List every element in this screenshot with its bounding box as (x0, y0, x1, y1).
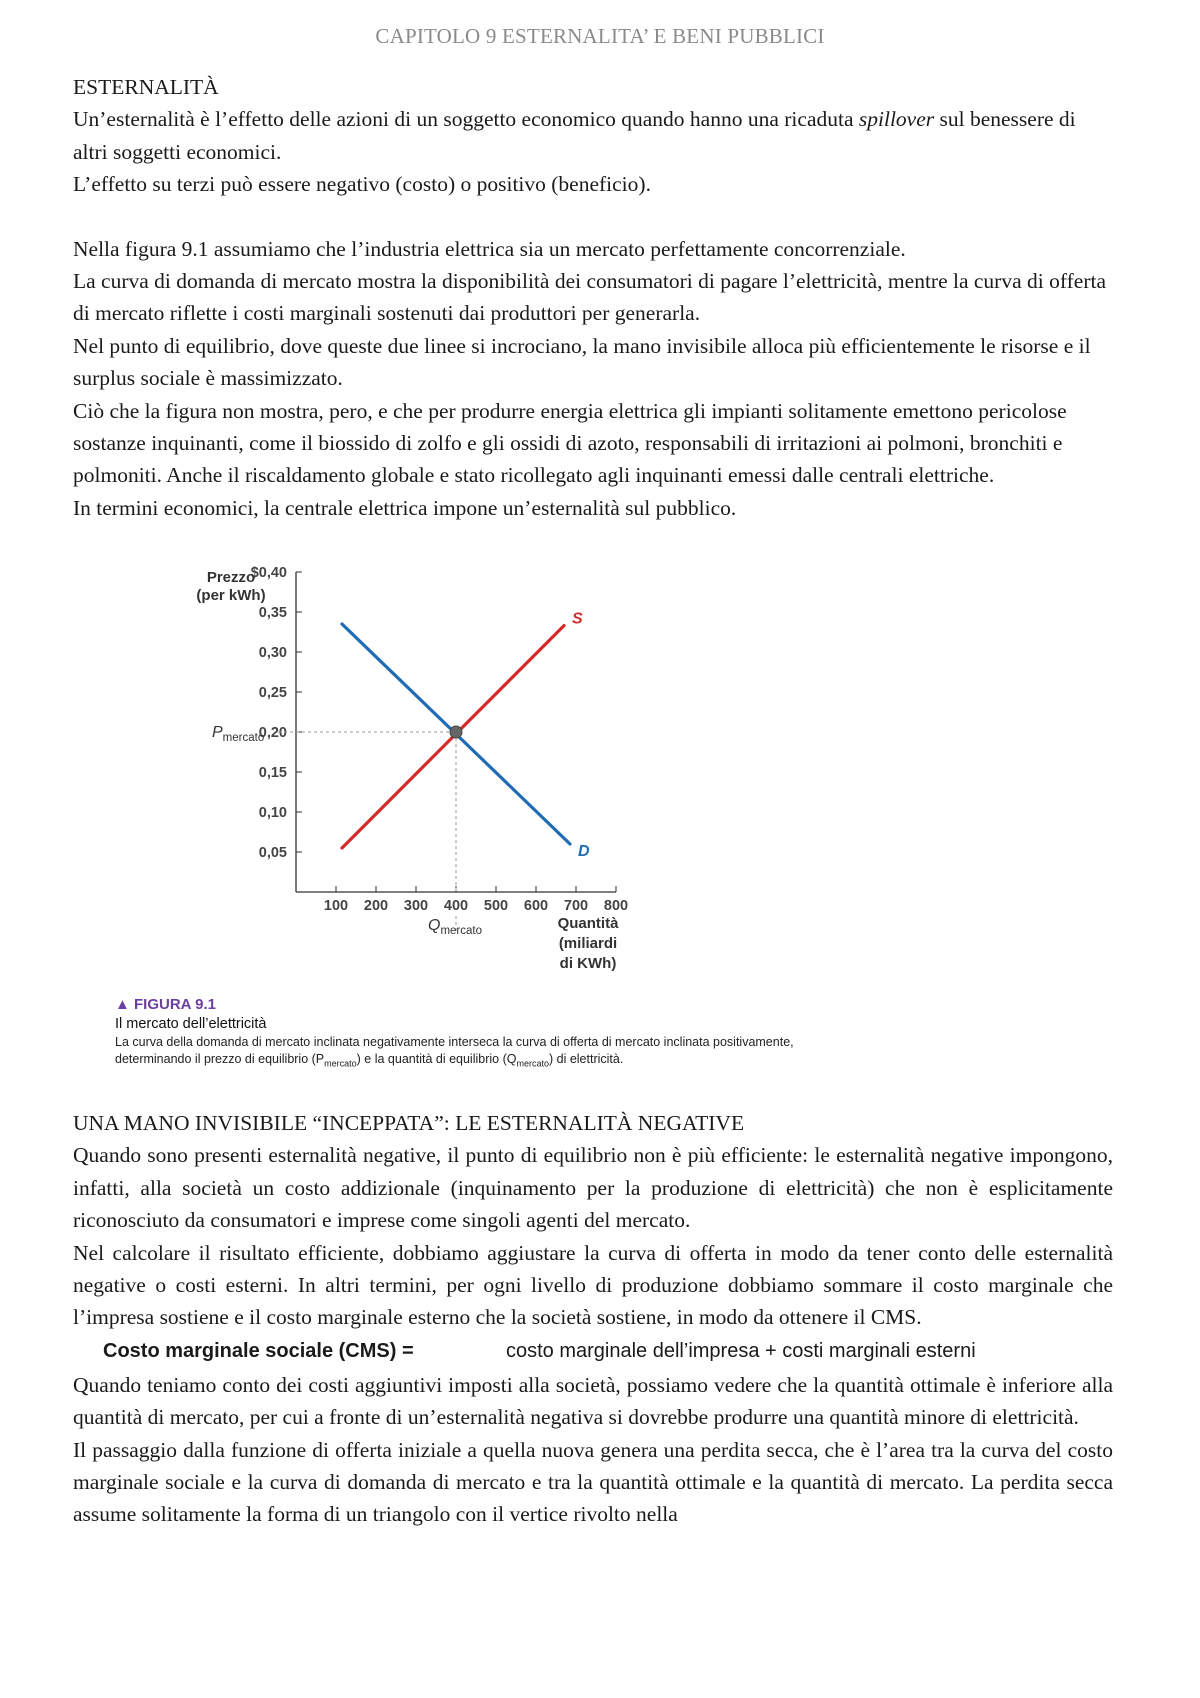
paragraph-effect: L’effetto su terzi può essere negativo (costo) o positivo (beneficio). (73, 172, 651, 197)
definition-paragraph (73, 103, 1113, 168)
caption-text-b: ) e la quantità di equilibrio (Q (356, 1052, 517, 1066)
paragraph-optimal-quantity: Quando teniamo conto dei costi aggiuntivi imposti alla società, possiamo vedere che la quantità ottimale è inferiore alla quantità di mercato, per cui a fronte di un’esternalità negativa si dovrebbe produrre una quantità minore di elettricità. (73, 1372, 1113, 1430)
y-tick-label: 0,15 (258, 765, 287, 781)
section-negative-externalities (73, 1107, 1113, 1531)
x-tick-label: 500 (483, 898, 509, 914)
section-externalities (73, 71, 1113, 524)
series-lines (342, 611, 590, 860)
paragraph-deadweight-loss: Il passaggio dalla funzione di offerta iniziale a quella nuova genera una perdita secca, che è l’area tra la curva del costo marginale sociale e la curva di domanda di mercato e tra la quantità ottimale e la quantità di mercato. La perdita secca assume solitamente la forma di un triangolo con il vertice rivolto nella (73, 1437, 1113, 1527)
definition-text-a: Un’esternalità è l’effetto delle azioni di un soggetto economico quando hanno una ricaduta (73, 107, 859, 132)
x-axis-label-line1: Quantità (557, 915, 619, 932)
x-tick-label: 200 (363, 898, 389, 914)
electricity-market-chart (100, 552, 860, 992)
definition-text-b: sul benessere di altri soggetti economici. (73, 107, 1076, 164)
formula-rhs: costo marginale dell’impresa + costi marginali esterni (506, 1339, 976, 1362)
caption-sub-price: mercato (324, 1058, 357, 1069)
x-tick-label: 400 (443, 898, 469, 914)
section-heading: ESTERNALITÀ (73, 75, 219, 99)
running-head: CAPITOLO 9 ESTERNALITA’ E BENI PUBBLICI (375, 24, 825, 48)
caption-sub-quantity: mercato (516, 1058, 549, 1069)
equilibrium-point (450, 726, 462, 738)
x-axis-label-line3: di KWh) (559, 955, 617, 972)
quantity-market-label (428, 917, 482, 937)
x-tick-label: 100 (323, 898, 349, 914)
cms-formula (73, 1334, 1113, 1369)
section-heading-2: UNA MANO INVISIBILE “INCEPPATA”: LE ESTERNALITÀ NEGATIVE (73, 1111, 745, 1135)
y-tick-label: 0,35 (258, 605, 287, 621)
caption-text-c: ) di elettricità. (548, 1052, 624, 1066)
x-ticks (324, 886, 628, 914)
paragraph-figure-intro: Nella figura 9.1 assumiamo che l’industria elettrica sia un mercato perfettamente concorrenziale. (73, 236, 906, 261)
figure-description (115, 1034, 855, 1073)
x-tick-label: 700 (563, 898, 589, 914)
paragraph-adjust-supply: Nel calcolare il risultato efficiente, dobbiamo aggiustare la curva di offerta in modo da tener conto delle esternalità negative o costi esterni. In altri termini, per ogni livello di produzione dobbiamo sommare il costo marginale che l’impresa sostiene e il costo marginale esterno che la società sostiene, in modo da ottenere il CMS. (73, 1240, 1113, 1330)
series-label-D: D (578, 843, 590, 860)
y-tick-label: 0,20 (258, 725, 287, 741)
x-axis-label-line2: (miliardi (558, 935, 618, 952)
paragraph-equilibrium: Nel punto di equilibrio, dove queste due linee si incrociano, la mano invisibile alloca più efficientemente le risorse e il surplus sociale è massimizzato. (73, 333, 1091, 391)
y-tick-label: 0,10 (258, 805, 287, 821)
quantity-label-main: Q (428, 917, 441, 934)
y-ticks (251, 565, 302, 861)
x-tick-label: 800 (603, 898, 629, 914)
paragraph-pollution: Ciò che la figura non mostra, pero, e che per produrre energia elettrica gli impianti solitamente emettono pericolose sostanze inquinanti, come il biossido di zolfo e gli ossidi di azoto, responsabili di irritazioni ai polmoni, bronchiti e polmoniti. Anche il riscaldamento globale e stato ricollegato agli inquinanti emessi dalle centrali elettriche. (73, 398, 1067, 488)
price-label-sub: mercato (222, 732, 265, 744)
price-label-main: P (212, 724, 223, 741)
paragraph-spacer (73, 201, 1113, 233)
y-axis-label-line2: (per kWh) (196, 587, 266, 604)
price-market-label (212, 724, 264, 744)
y-axis-label-line1: Prezzo (206, 569, 256, 586)
x-tick-label: 300 (403, 898, 429, 914)
y-tick-label: 0,05 (258, 845, 287, 861)
figure-title: Il mercato dell’elettricità (115, 1016, 267, 1032)
series-label-S: S (572, 610, 583, 628)
definition-italic-term: spillover (858, 107, 935, 132)
formula-lhs: Costo marginale sociale (CMS) = (103, 1339, 414, 1362)
y-tick-label: 0,25 (258, 685, 287, 701)
paragraph-demand-supply: La curva di domanda di mercato mostra la disponibilità dei consumatori di pagare l’elettricità, mentre la curva di offerta di mercato riflette i costi marginali sostenuti dai produttori per generarla. (73, 269, 1107, 326)
figure-caption (115, 995, 855, 1073)
paragraph-externality-public: In termini economici, la centrale elettrica impone un’esternalità sul pubblico. (73, 495, 737, 520)
caption-text-a: La curva della domanda di mercato inclinata negativamente interseca la curva di offerta di mercato inclinata positivamente, determinando il prezzo di equilibrio (P (115, 1035, 794, 1066)
x-tick-label: 600 (523, 898, 549, 914)
y-tick-label: 0,30 (258, 645, 287, 661)
figure-9-1 (100, 552, 860, 1102)
y-tick-label: $0,40 (250, 565, 287, 581)
quantity-label-sub: mercato (440, 925, 482, 937)
paragraph-inefficiency: Quando sono presenti esternalità negative, il punto di equilibrio non è più efficiente: le esternalità negative impongono, infatti, alla società un costo addizionale (inquinamento per la produzione di elettricità) che non è esplicitamente riconosciuto da consumatori e imprese come singoli agenti del mercato. (73, 1143, 1113, 1233)
figure-label: ▲ FIGURA 9.1 (115, 996, 216, 1013)
